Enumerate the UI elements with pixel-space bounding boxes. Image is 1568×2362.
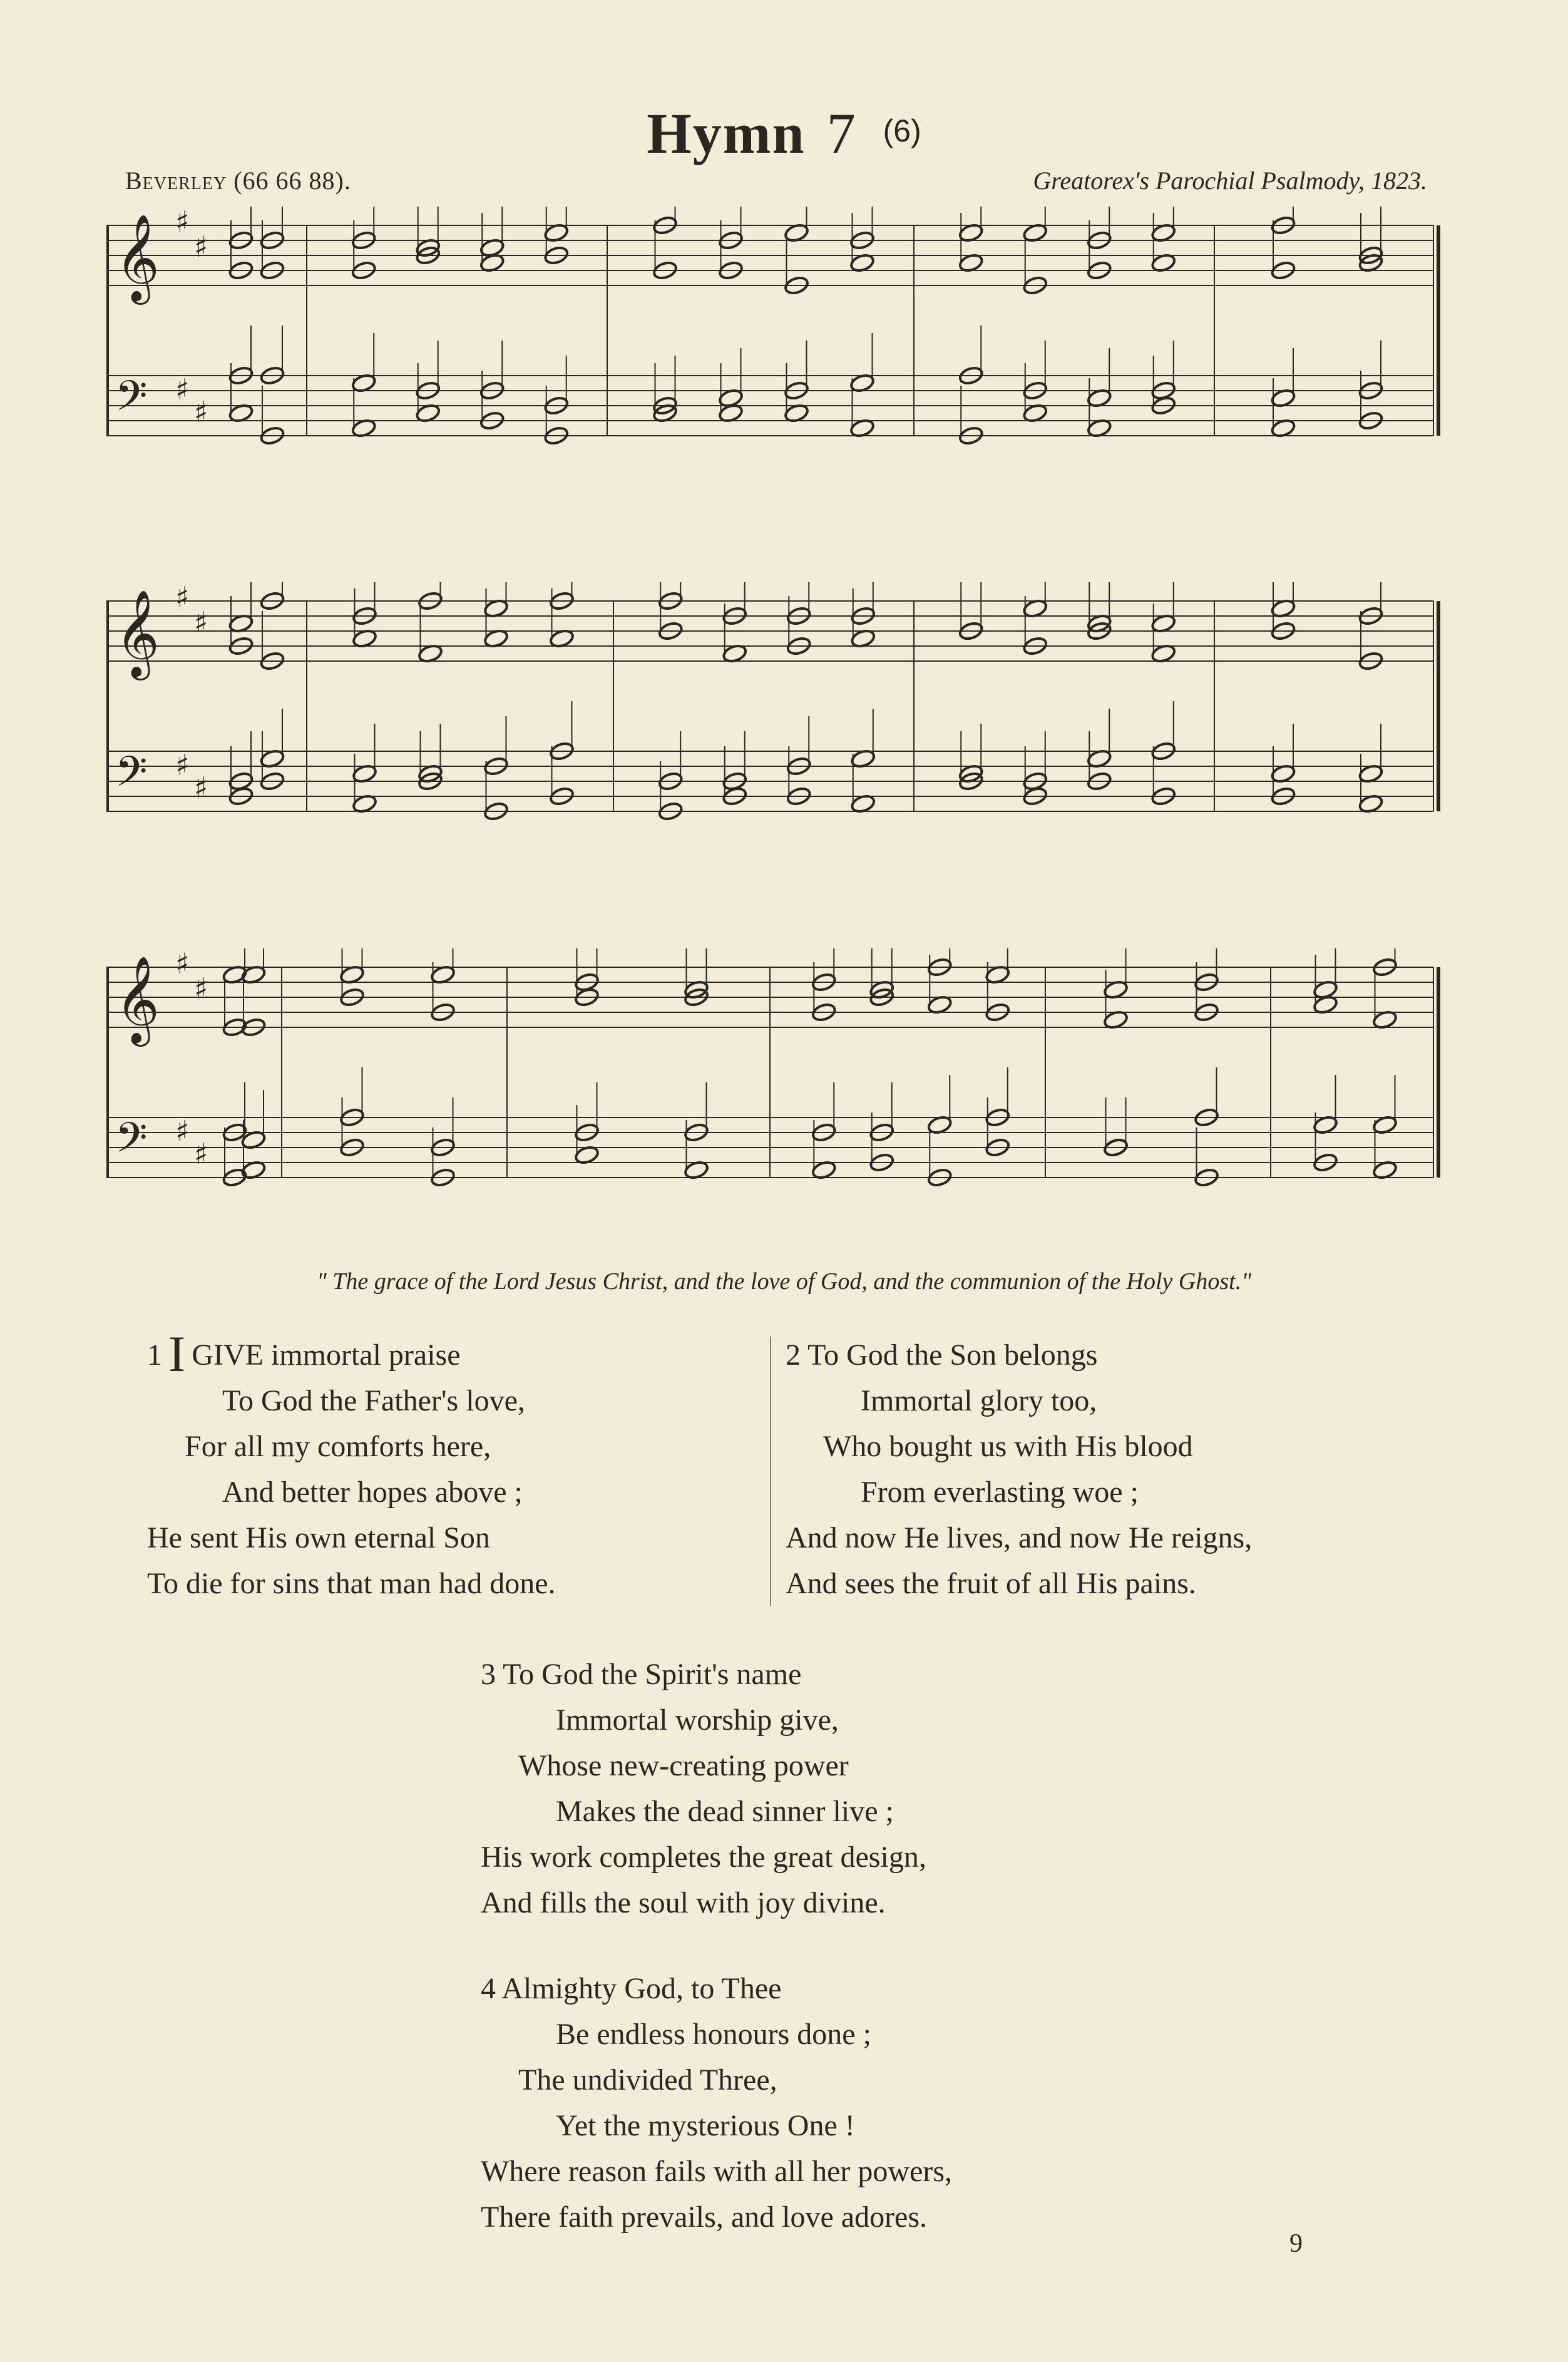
drop-cap: I [168,1325,186,1382]
verse-number: 1 [147,1338,162,1372]
sharp-icon: ♯ [175,582,190,614]
verse-3 [481,1651,926,1926]
sharp-icon: ♯ [194,230,208,264]
verse-4 [481,1966,952,2240]
hymn-title-word: Hymn [647,101,806,165]
verse-line: To God the Father's love, [222,1384,525,1417]
music-notation [106,582,1438,821]
tune-source: Greatorex's Parochial Psalmody, 1823. [1033,167,1427,195]
verse-number: 3 [481,1658,496,1691]
verse-number: 2 [786,1338,801,1372]
sharp-icon: ♯ [194,771,208,804]
music-staff-system [106,582,1446,876]
verse-number: 4 [481,1972,496,2005]
verse-text: Almighty God, to Thee [501,1972,782,2005]
verse-line [481,1966,952,2011]
sharp-icon: ♯ [175,948,190,980]
page-number: 9 [1289,2229,1303,2258]
treble-clef-icon: 𝄞 [115,590,160,677]
treble-clef-icon: 𝄞 [115,214,160,301]
verse-line: To die for sins that man had done. [147,1567,556,1600]
verse-line [481,1651,926,1697]
sharp-icon: ♯ [175,207,190,239]
sharp-icon: ♯ [175,748,190,782]
verse-line [786,1332,1252,1378]
verse-line: And fills the soul with joy divine. [481,1886,886,1919]
verse-line: Where reason fails with all her powers, [481,2155,953,2188]
music-system-3 [106,948,1446,1243]
column-divider [770,1337,771,1606]
verse-line: From everlasting woe ; [861,1476,1139,1509]
music-system-2 [106,582,1446,876]
verse-line: Who bought us with His blood [823,1430,1193,1463]
hymn-title [0,100,1568,167]
bass-clef-icon: 𝄢 [115,747,148,806]
bass-clef-icon: 𝄢 [115,1114,148,1172]
hymn-number: 7 [826,101,856,165]
verse-text: To God the Spirit's name [503,1658,802,1691]
sharp-icon: ♯ [194,972,208,1005]
music-notation [106,207,1438,446]
verse-line: And better hopes above ; [222,1476,523,1509]
verse-line: There faith prevails, and love adores. [481,2200,928,2234]
music-staff-system [106,207,1446,501]
hymn-alt-number: (6) [883,113,921,148]
verse-line [147,1325,556,1382]
music-system-1 [106,207,1446,501]
sharp-icon: ♯ [194,395,208,429]
epigraph: " The grace of the Lord Jesus Christ, and the love of God, and the communion of the Holy Ghost." [316,1268,1252,1295]
verse-line: Whose new-creating power [518,1749,849,1782]
verse-line: Immortal glory too, [861,1384,1097,1417]
music-staff-system [106,948,1446,1243]
verse-2 [786,1332,1252,1606]
bass-clef-icon: 𝄢 [115,372,148,430]
verse-text: To God the Son belongs [807,1338,1098,1372]
tune-name: Beverley (66 66 88). [125,167,351,195]
verse-line: Immortal worship give, [556,1703,839,1737]
verse-line: The undivided Three, [518,2063,777,2097]
verse-line: His work completes the great design, [481,1841,926,1874]
verse-1 [147,1325,556,1606]
sharp-icon: ♯ [175,372,190,406]
verse-line: For all my comforts here, [185,1430,491,1463]
verse-line: Be endless honours done ; [556,2018,871,2051]
sharp-icon: ♯ [194,605,208,639]
sharp-icon: ♯ [175,1114,190,1148]
verse-line: Makes the dead sinner live ; [556,1795,894,1828]
sharp-icon: ♯ [194,1137,208,1171]
verse-line: Yet the mysterious One ! [556,2109,855,2142]
verse-line: And now He lives, and now He reigns, [786,1521,1253,1554]
verse-line: And sees the fruit of all His pains. [786,1567,1196,1600]
treble-clef-icon: 𝄞 [115,956,160,1043]
music-notation [106,948,1438,1188]
verse-line: He sent His own eternal Son [147,1521,490,1554]
verse-text: GIVE immortal praise [192,1338,461,1372]
